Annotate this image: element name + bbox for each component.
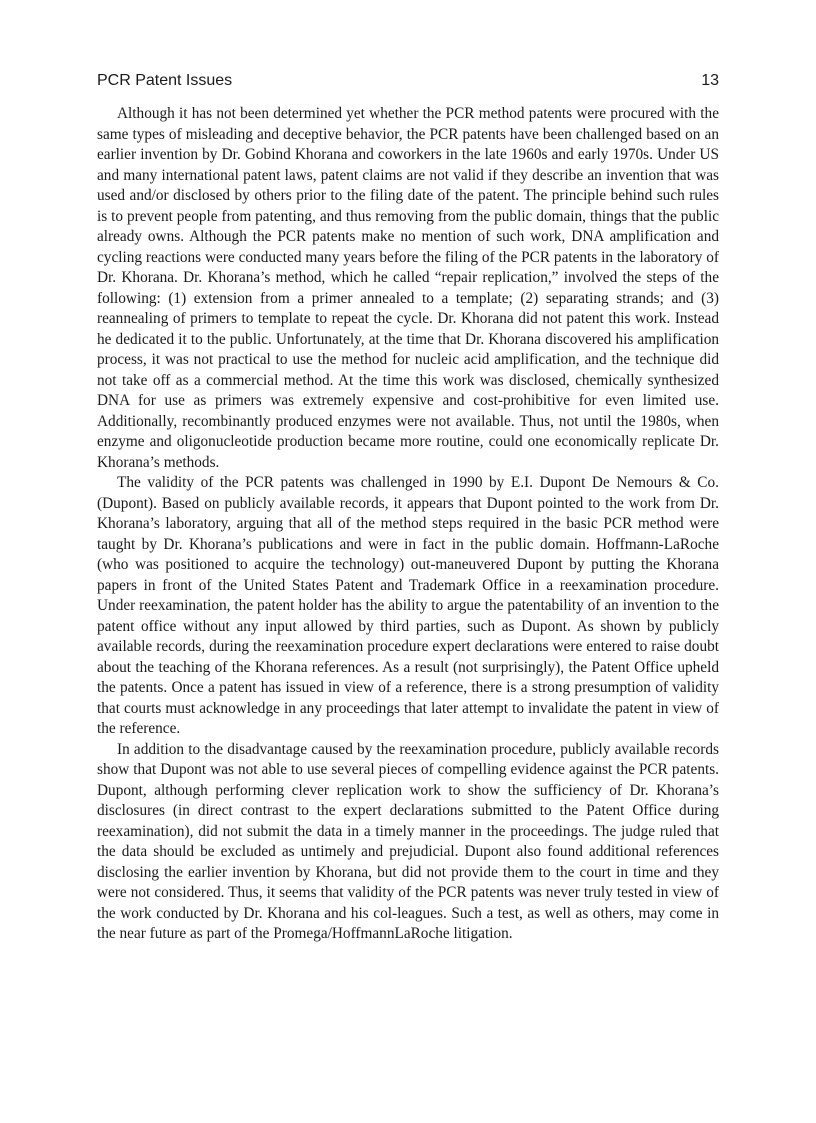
- paragraph: In addition to the disadvantage caused by the reexamination procedure, publicly available records show that Dupont was not able to use several pieces of compelling evidence against the PCR patents. Dupont, although performing clever replication work to show the sufficiency of Dr. Khorana’s disclosures (in direct contrast to the expert declarations submitted to the Patent Office during reexamination), did not submit the data in a timely manner in the proceedings. The judge ruled that the data should be excluded as untimely and prejudicial. Dupont also found additional references disclosing the earlier invention by Khorana, but did not provide them to the court in time and they were not considered. Thus, it seems that validity of the PCR patents was never truly tested in view of the work conducted by Dr. Khorana and his col-leagues. Such a test, as well as others, may come in the near future as part of the Promega/HoffmannLaRoche litigation.: [97, 740, 719, 942]
- paragraph: The validity of the PCR patents was challenged in 1990 by E.I. Dupont De Nemours & Co. (Dupont). Based on publicly available records, it appears that Dupont pointed to the work from Dr. Khorana’s laboratory, arguing that all of the method steps required in the basic PCR method were taught by Dr. Khorana’s publications and were in fact in the public domain. Hoffmann-LaRoche (who was positioned to acquire the technology) out-maneuvered Dupont by putting the Khorana papers in front of the United States Patent and Trademark Office in a reexamination procedure. Under reexamination, the patent holder has the ability to argue the patentability of an invention to the patent office without any input allowed by third parties, such as Dupont. As shown by publicly available records, during the reexamination procedure expert declarations were entered to raise doubt about the teaching of the Khorana references. As a result (not surprisingly), the Patent Office upheld the patents. Once a patent has issued in view of a reference, there is a strong presumption of validity that courts must acknowledge in any proceedings that later attempt to invalidate the patent in view of the reference.: [97, 474, 719, 737]
- body-text: [97, 104, 719, 945]
- page-number: 13: [701, 72, 719, 89]
- running-title: PCR Patent Issues: [97, 72, 233, 89]
- running-head: [97, 72, 719, 90]
- paragraph: Although it has not been determined yet whether the PCR method patents were procured with the same types of misleading and deceptive behavior, the PCR patents have been challenged based on an earlier invention by Dr. Gobind Khorana and coworkers in the late 1960s and early 1970s. Under US and many international patent laws, patent claims are not valid if they describe an invention that was used and/or disclosed by others prior to the filing date of the patent. The principle behind such rules is to prevent people from patenting, and thus removing from the public domain, things that the public already owns. Although the PCR patents make no mention of such work, DNA amplification and cycling reactions were conducted many years before the filing of the PCR patents in the laboratory of Dr. Khorana. Dr. Khorana’s method, which he called “repair replication,” involved the steps of the following: (1) extension from a primer annealed to a template; (2) separating strands; and (3) reannealing of primers to template to repeat the cycle. Dr. Khorana did not patent this work. Instead he dedicated it to the public. Unfortunately, at the time that Dr. Khorana discovered his amplification process, it was not practical to use the method for nucleic acid amplification, and the technique did not take off as a commercial method. At the time this work was disclosed, chemically synthesized DNA for use as primers was extremely expensive and cost-prohibitive for even limited use. Additionally, recombinantly produced enzymes were not available. Thus, not until the 1980s, when enzyme and oligonucleotide production became more routine, could one economically replicate Dr. Khorana’s methods.: [97, 105, 719, 471]
